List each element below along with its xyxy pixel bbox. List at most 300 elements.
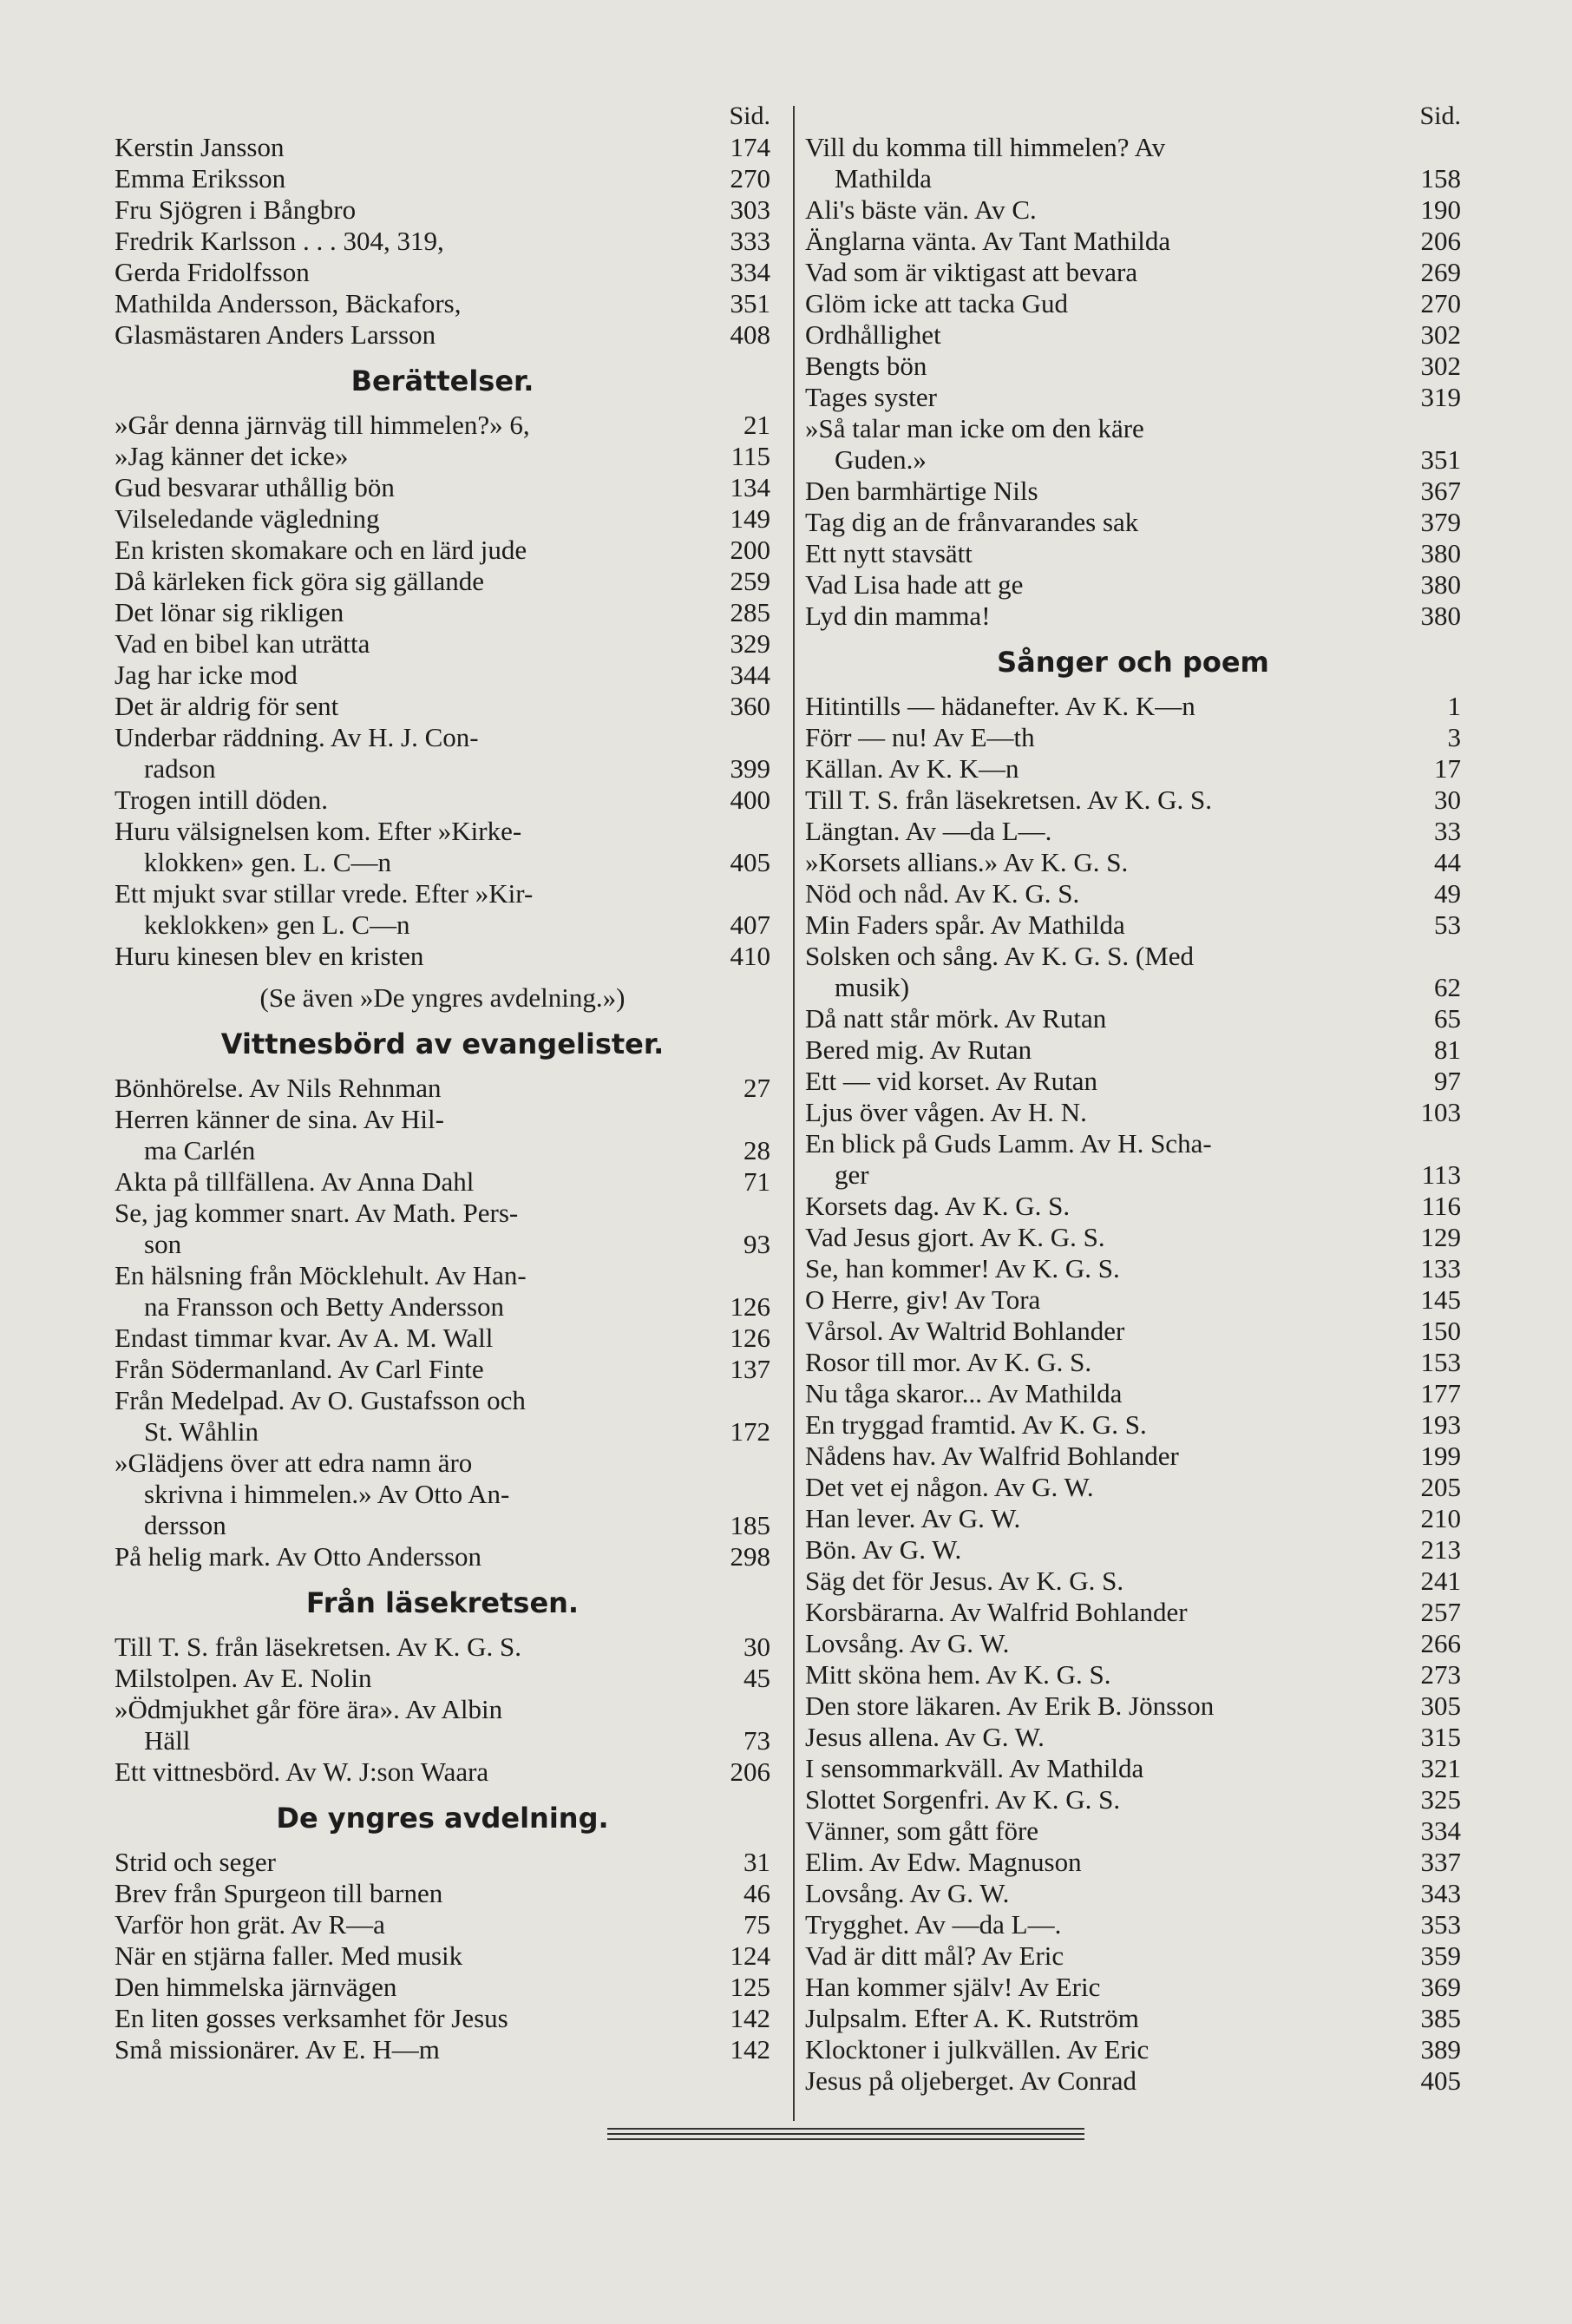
index-entry: [115, 1073, 770, 1104]
index-entry: [805, 569, 1461, 601]
entry-page-number: 46: [743, 1878, 770, 1908]
entry-page-number: 62: [1434, 972, 1461, 1002]
entry-page-number: 344: [730, 660, 770, 690]
entry-title: Den himmelska järnvägen: [115, 1972, 397, 2002]
entry-page-number: 399: [730, 753, 770, 784]
entry-page-number: 315: [1420, 1722, 1461, 1752]
entry-title: På helig mark. Av Otto Andersson: [115, 1541, 482, 1572]
index-entry: [805, 1003, 1461, 1034]
entry-page-number: 334: [730, 257, 770, 287]
index-entry: [805, 722, 1461, 753]
entry-page-number: 193: [1420, 1409, 1461, 1440]
entry-title: Milstolpen. Av E. Nolin: [115, 1663, 372, 1693]
entry-page-number: 149: [730, 503, 770, 534]
entry-title: Mitt sköna hem. Av K. G. S.: [805, 1659, 1111, 1690]
index-entry: [115, 816, 770, 847]
index-entry: [805, 878, 1461, 909]
index-entry: [115, 1940, 770, 1972]
entry-page-number: 150: [1420, 1316, 1461, 1346]
entry-page-number: 134: [730, 472, 770, 502]
entry-page-number: 385: [1420, 2003, 1461, 2033]
entry-title: Fredrik Karlsson . . . 304, 319,: [115, 226, 444, 256]
index-entry: [805, 1441, 1461, 1472]
entry-page-number: 142: [730, 2034, 770, 2065]
index-entry: [805, 1784, 1461, 1815]
entry-page-number: 270: [730, 163, 770, 194]
index-entry: [115, 1909, 770, 1940]
entry-title: Mathilda Andersson, Bäckafors,: [115, 288, 462, 318]
entry-page-number: 325: [1420, 1784, 1461, 1815]
index-entry: [115, 319, 770, 351]
entry-page-number: 302: [1420, 319, 1461, 350]
index-entry: [115, 1972, 770, 2003]
section-heading: Berättelser.: [350, 364, 534, 397]
entry-page-number: 137: [730, 1354, 770, 1384]
entry-title: Glasmästaren Anders Larsson: [115, 319, 436, 350]
index-entry: [115, 753, 770, 785]
entry-page-number: 321: [1420, 1753, 1461, 1783]
entry-title: Varför hon grät. Av R—a: [115, 1909, 385, 1940]
entry-page-number: 65: [1434, 1003, 1461, 1034]
entry-page-number: 359: [1420, 1940, 1461, 1971]
entry-title: Min Faders spår. Av Mathilda: [805, 909, 1125, 940]
entry-title: Tages syster: [805, 382, 937, 412]
entry-page-number: 380: [1420, 569, 1461, 600]
entry-page-number: 113: [1421, 1159, 1461, 1190]
entry-title: Gud besvarar uthållig bön: [115, 472, 395, 502]
entry-page-number: 334: [1420, 1815, 1461, 1846]
entry-title: Elim. Av Edw. Magnuson: [805, 1847, 1082, 1877]
entry-page-number: 410: [730, 941, 770, 971]
entry-title: Tag dig an de frånvarandes sak: [805, 507, 1139, 537]
entry-page-number: 270: [1420, 288, 1461, 318]
entry-title: Då kärleken fick göra sig gällande: [115, 566, 485, 596]
entry-page-number: 44: [1434, 847, 1461, 877]
section-heading: Från läsekretsen.: [305, 1586, 580, 1619]
entry-title: Korsets dag. Av K. G. S.: [805, 1191, 1071, 1221]
entry-title: Det lönar sig rikligen: [115, 597, 344, 627]
rule-line: [607, 2138, 1084, 2140]
entry-title: Ali's bäste vän. Av C.: [805, 194, 1037, 225]
index-entry: [115, 441, 770, 472]
entry-title: Strid och seger: [115, 1847, 276, 1877]
index-entry: [115, 163, 770, 194]
index-entry: [805, 226, 1461, 257]
entry-title: Från Medelpad. Av O. Gustafsson och: [115, 1385, 526, 1415]
entry-page-number: 27: [743, 1073, 770, 1103]
entry-title: Säg det för Jesus. Av K. G. S.: [805, 1566, 1124, 1596]
entry-title: O Herre, giv! Av Tora: [805, 1284, 1041, 1315]
entry-page-number: 369: [1420, 1972, 1461, 2002]
entry-title: Han lever. Av G. W.: [805, 1503, 1021, 1533]
section-note: (Se även »De yngres avdelning.»): [259, 982, 626, 1013]
index-entry: [805, 1034, 1461, 1066]
entry-page-number: 337: [1420, 1847, 1461, 1877]
index-entry: [115, 1135, 770, 1166]
left-index-list: [115, 132, 770, 2065]
entry-title: Trogen intill döden.: [115, 785, 329, 815]
entry-page-number: 172: [730, 1416, 770, 1447]
entry-title: Endast timmar kvar. Av A. M. Wall: [115, 1323, 494, 1353]
entry-title: Ett — vid korset. Av Rutan: [805, 1066, 1097, 1096]
index-entry: [805, 444, 1461, 476]
index-entry: [115, 194, 770, 226]
entry-page-number: 3: [1447, 722, 1461, 752]
entry-title: Vad Lisa hade att ge: [805, 569, 1024, 600]
entry-title: Från Södermanland. Av Carl Finte: [115, 1354, 484, 1384]
entry-title: ma Carlén: [144, 1135, 256, 1165]
entry-title: Herren känner de sina. Av Hil-: [115, 1104, 444, 1134]
right-column: [805, 101, 1461, 2097]
index-entry: [115, 1354, 770, 1385]
index-entry: [805, 1534, 1461, 1566]
entry-title: son: [144, 1229, 182, 1259]
index-entry: [805, 1815, 1461, 1847]
entry-title: Lovsång. Av G. W.: [805, 1628, 1010, 1658]
index-entry: [805, 1628, 1461, 1659]
entry-page-number: 408: [730, 319, 770, 350]
index-entry: [805, 413, 1461, 444]
index-entry: [115, 1291, 770, 1323]
entry-title: Längtan. Av —da L—.: [805, 816, 1052, 846]
entry-page-number: 380: [1420, 601, 1461, 631]
entry-title: Lyd din mamma!: [805, 601, 991, 631]
entry-page-number: 329: [730, 628, 770, 659]
index-entry: [805, 1191, 1461, 1222]
entry-title: Rosor till mor. Av K. G. S.: [805, 1347, 1092, 1377]
index-entry: [805, 785, 1461, 816]
entry-page-number: 145: [1420, 1284, 1461, 1315]
entry-page-number: 103: [1420, 1097, 1461, 1127]
index-entry: [115, 1198, 770, 1229]
entry-title: Det är aldrig för sent: [115, 691, 339, 721]
entry-page-number: 303: [730, 194, 770, 225]
entry-title: na Fransson och Betty Andersson: [144, 1291, 505, 1322]
entry-title: Ljus över vågen. Av H. N.: [805, 1097, 1087, 1127]
index-entry: [115, 628, 770, 660]
entry-page-number: 367: [1420, 476, 1461, 506]
section-heading: Sånger och poem: [997, 646, 1269, 679]
entry-page-number: 28: [743, 1135, 770, 1165]
index-entry: [805, 1753, 1461, 1784]
entry-page-number: 116: [1421, 1191, 1461, 1221]
index-entry: [805, 194, 1461, 226]
entry-title: Glöm icke att tacka Gud: [805, 288, 1069, 318]
entry-page-number: 174: [730, 132, 770, 162]
entry-page-number: 351: [1420, 444, 1461, 475]
entry-page-number: 298: [730, 1541, 770, 1572]
entry-page-number: 158: [1420, 163, 1461, 194]
entry-title: »Går denna järnväg till himmelen?» 6,: [115, 410, 530, 440]
entry-page-number: 31: [743, 1847, 770, 1877]
entry-title: ger: [835, 1159, 869, 1190]
left-column: [115, 101, 770, 2065]
index-entry: [115, 410, 770, 441]
entry-title: Brev från Spurgeon till barnen: [115, 1878, 443, 1908]
entry-page-number: 205: [1420, 1472, 1461, 1502]
entry-title: Källan. Av K. K—n: [805, 753, 1019, 784]
entry-title: Den store läkaren. Av Erik B. Jönsson: [805, 1690, 1215, 1721]
right-index-list: [805, 132, 1461, 2097]
entry-title: klokken» gen. L. C—n: [144, 847, 391, 877]
index-entry: [115, 1756, 770, 1788]
index-entry: [805, 1972, 1461, 2003]
entry-title: musik): [835, 972, 910, 1002]
index-entry: [805, 288, 1461, 319]
entry-page-number: 241: [1420, 1566, 1461, 1596]
entry-title: Ordhållighet: [805, 319, 941, 350]
entry-page-number: 407: [730, 909, 770, 940]
index-entry: [805, 538, 1461, 569]
index-entry: [805, 1066, 1461, 1097]
index-entry: [115, 1510, 770, 1541]
entry-title: Förr — nu! Av E—th: [805, 722, 1035, 752]
index-entry: [115, 1229, 770, 1260]
entry-title: Nöd och nåd. Av K. G. S.: [805, 878, 1080, 909]
entry-page-number: 30: [1434, 785, 1461, 815]
entry-page-number: 125: [730, 1972, 770, 2002]
entry-page-number: 269: [1420, 257, 1461, 287]
entry-page-number: 200: [730, 535, 770, 565]
index-entry: [805, 2003, 1461, 2034]
entry-page-number: 206: [1420, 226, 1461, 256]
index-entry: [115, 1416, 770, 1448]
index-entry: [115, 878, 770, 909]
entry-title: Lovsång. Av G. W.: [805, 1878, 1010, 1908]
index-entry: [115, 1847, 770, 1878]
index-entry: [115, 1541, 770, 1572]
entry-page-number: 285: [730, 597, 770, 627]
entry-page-number: 21: [743, 410, 770, 440]
entry-page-number: 71: [743, 1166, 770, 1197]
index-entry: [805, 753, 1461, 785]
index-entry: [805, 847, 1461, 878]
entry-title: Huru kinesen blev en kristen: [115, 941, 424, 971]
entry-title: Mathilda: [835, 163, 932, 194]
entry-page-number: 257: [1420, 1597, 1461, 1627]
entry-title: Vårsol. Av Waltrid Bohlander: [805, 1316, 1125, 1346]
entry-title: Det vet ej någon. Av G. W.: [805, 1472, 1094, 1502]
entry-title: Till T. S. från läsekretsen. Av K. G. S.: [115, 1631, 522, 1662]
sid-label-right: Sid.: [1419, 102, 1461, 130]
index-entry: [115, 909, 770, 941]
entry-title: Den barmhärtige Nils: [805, 476, 1038, 506]
entry-page-number: 333: [730, 226, 770, 256]
index-entry: [805, 941, 1461, 972]
entry-page-number: 115: [730, 441, 770, 471]
entry-page-number: 124: [730, 1940, 770, 1971]
index-entry: [115, 1323, 770, 1354]
index-entry: [805, 1472, 1461, 1503]
entry-page-number: 53: [1434, 909, 1461, 940]
entry-title: Vill du komma till himmelen? Av: [805, 132, 1166, 162]
entry-page-number: 266: [1420, 1628, 1461, 1658]
index-entry: [115, 472, 770, 503]
index-entry: [805, 1222, 1461, 1253]
entry-title: Änglarna vänta. Av Tant Mathilda: [805, 226, 1171, 256]
entry-page-number: 351: [730, 288, 770, 318]
index-entry: [805, 1409, 1461, 1441]
index-entry: [115, 847, 770, 878]
column-divider: [793, 106, 795, 2121]
entry-page-number: 379: [1420, 507, 1461, 537]
index-entry: [805, 1909, 1461, 1940]
index-entry: [115, 1631, 770, 1663]
entry-page-number: 199: [1420, 1441, 1461, 1471]
entry-page-number: 273: [1420, 1659, 1461, 1690]
index-entry: [115, 785, 770, 816]
entry-title: Bön. Av G. W.: [805, 1534, 962, 1565]
entry-title: Han kommer själv! Av Eric: [805, 1972, 1101, 2002]
index-entry: [805, 132, 1461, 163]
index-entry: [115, 535, 770, 566]
entry-title: Solsken och sång. Av K. G. S. (Med: [805, 941, 1195, 971]
index-entry: [805, 1722, 1461, 1753]
index-entry: [805, 1128, 1461, 1159]
entry-page-number: 177: [1420, 1378, 1461, 1408]
index-entry: [805, 691, 1461, 722]
index-entry: [805, 1659, 1461, 1690]
index-entry: [805, 319, 1461, 351]
entry-title: »Korsets allians.» Av K. G. S.: [805, 847, 1129, 877]
entry-title: En kristen skomakare och en lärd jude: [115, 535, 527, 565]
index-entry: [805, 972, 1461, 1003]
index-entry: [805, 1097, 1461, 1128]
index-entry: [805, 257, 1461, 288]
entry-title: Jesus på oljeberget. Av Conrad: [805, 2065, 1136, 2096]
entry-title: Häll: [144, 1725, 191, 1756]
entry-title: Vad är ditt mål? Av Eric: [805, 1940, 1064, 1971]
index-entry: [115, 691, 770, 722]
index-entry: [805, 2034, 1461, 2065]
entry-title: Gerda Fridolfsson: [115, 257, 310, 287]
index-entry: [115, 1725, 770, 1756]
index-entry: [805, 1566, 1461, 1597]
index-entry: [805, 1503, 1461, 1534]
entry-title: Se, han kommer! Av K. G. S.: [805, 1253, 1120, 1283]
entry-title: Emma Eriksson: [115, 163, 286, 194]
entry-page-number: 389: [1420, 2034, 1461, 2065]
index-entry: [805, 1597, 1461, 1628]
entry-title: En tryggad framtid. Av K. G. S.: [805, 1409, 1147, 1440]
entry-page-number: 133: [1420, 1253, 1461, 1283]
index-entry: [805, 1159, 1461, 1191]
index-entry: [115, 660, 770, 691]
entry-page-number: 259: [730, 566, 770, 596]
index-entry: [115, 1104, 770, 1135]
bottom-double-rule: [607, 2128, 1084, 2143]
entry-title: skrivna i himmelen.» Av Otto An-: [144, 1479, 510, 1509]
entry-page-number: 213: [1420, 1534, 1461, 1565]
index-entry: [115, 1663, 770, 1694]
entry-page-number: 206: [730, 1756, 770, 1787]
index-entry: [115, 1878, 770, 1909]
rule-line: [607, 2128, 1084, 2130]
entry-page-number: 305: [1420, 1690, 1461, 1721]
index-entry: [115, 132, 770, 163]
entry-page-number: 73: [743, 1725, 770, 1756]
entry-title: Vad Jesus gjort. Av K. G. S.: [805, 1222, 1105, 1252]
index-entry: [805, 1284, 1461, 1316]
entry-title: Slottet Sorgenfri. Av K. G. S.: [805, 1784, 1121, 1815]
entry-page-number: 30: [743, 1631, 770, 1662]
sid-label-left: Sid.: [729, 102, 770, 130]
entry-title: Klocktoner i julkvällen. Av Eric: [805, 2034, 1150, 2065]
index-entry: [805, 507, 1461, 538]
entry-title: Till T. S. från läsekretsen. Av K. G. S.: [805, 785, 1213, 815]
index-entry: [805, 1378, 1461, 1409]
index-entry: [805, 1316, 1461, 1347]
entry-title: Vad som är viktigast att bevara: [805, 257, 1138, 287]
entry-page-number: 49: [1434, 878, 1461, 909]
index-entry: [115, 288, 770, 319]
entry-title: »Ödmjukhet går före ära». Av Albin: [115, 1694, 503, 1724]
index-entry: [805, 816, 1461, 847]
entry-title: En blick på Guds Lamm. Av H. Scha-: [805, 1128, 1212, 1159]
entry-page-number: 360: [730, 691, 770, 721]
index-entry: [115, 1260, 770, 1291]
index-entry: [805, 1847, 1461, 1878]
entry-title: Nådens hav. Av Walfrid Bohlander: [805, 1441, 1179, 1471]
index-entry: [805, 382, 1461, 413]
index-entry: [805, 1940, 1461, 1972]
index-entry: [805, 476, 1461, 507]
entry-title: Fru Sjögren i Bångbro: [115, 194, 357, 225]
entry-page-number: 210: [1420, 1503, 1461, 1533]
entry-title: Jesus allena. Av G. W.: [805, 1722, 1045, 1752]
section-heading: Vittnesbörd av evangelister.: [220, 1027, 665, 1060]
index-entry: [805, 351, 1461, 382]
entry-page-number: 185: [730, 1510, 770, 1540]
entry-page-number: 81: [1434, 1034, 1461, 1065]
index-entry: [115, 226, 770, 257]
entry-page-number: 190: [1420, 194, 1461, 225]
entry-page-number: 75: [743, 1909, 770, 1940]
index-entry: [805, 1878, 1461, 1909]
entry-title: Korsbärarna. Av Walfrid Bohlander: [805, 1597, 1188, 1627]
entry-title: Ett vittnesbörd. Av W. J:son Waara: [115, 1756, 489, 1787]
index-entry: [805, 1253, 1461, 1284]
entry-page-number: 45: [743, 1663, 770, 1693]
entry-page-number: 126: [730, 1323, 770, 1353]
index-entry: [805, 601, 1461, 632]
index-entry: [805, 909, 1461, 941]
index-entry: [115, 566, 770, 597]
index-entry: [115, 1166, 770, 1198]
entry-title: Julpsalm. Efter A. K. Rutström: [805, 2003, 1139, 2033]
entry-title: Kerstin Jansson: [115, 132, 285, 162]
index-entry: [115, 257, 770, 288]
entry-page-number: 353: [1420, 1909, 1461, 1940]
entry-title: Ett mjukt svar stillar vrede. Efter »Kir-: [115, 878, 534, 909]
entry-title: Bönhörelse. Av Nils Rehnman: [115, 1073, 442, 1103]
index-entry: [115, 503, 770, 535]
entry-title: »Jag känner det icke»: [115, 441, 349, 471]
entry-page-number: 405: [1420, 2065, 1461, 2096]
entry-page-number: 343: [1420, 1878, 1461, 1908]
section-heading: De yngres avdelning.: [276, 1802, 609, 1835]
entry-title: Ett nytt stavsätt: [805, 538, 973, 568]
entry-title: radson: [144, 753, 216, 784]
entry-title: »Glädjens över att edra namn äro: [115, 1448, 473, 1478]
entry-title: Trygghet. Av —da L—.: [805, 1909, 1062, 1940]
entry-title: Vad en bibel kan uträtta: [115, 628, 370, 659]
index-entry: [115, 941, 770, 972]
entry-page-number: 319: [1420, 382, 1461, 412]
index-entry: [115, 1694, 770, 1725]
index-entry: [805, 2065, 1461, 2097]
entry-title: Vilseledande vägledning: [115, 503, 380, 534]
